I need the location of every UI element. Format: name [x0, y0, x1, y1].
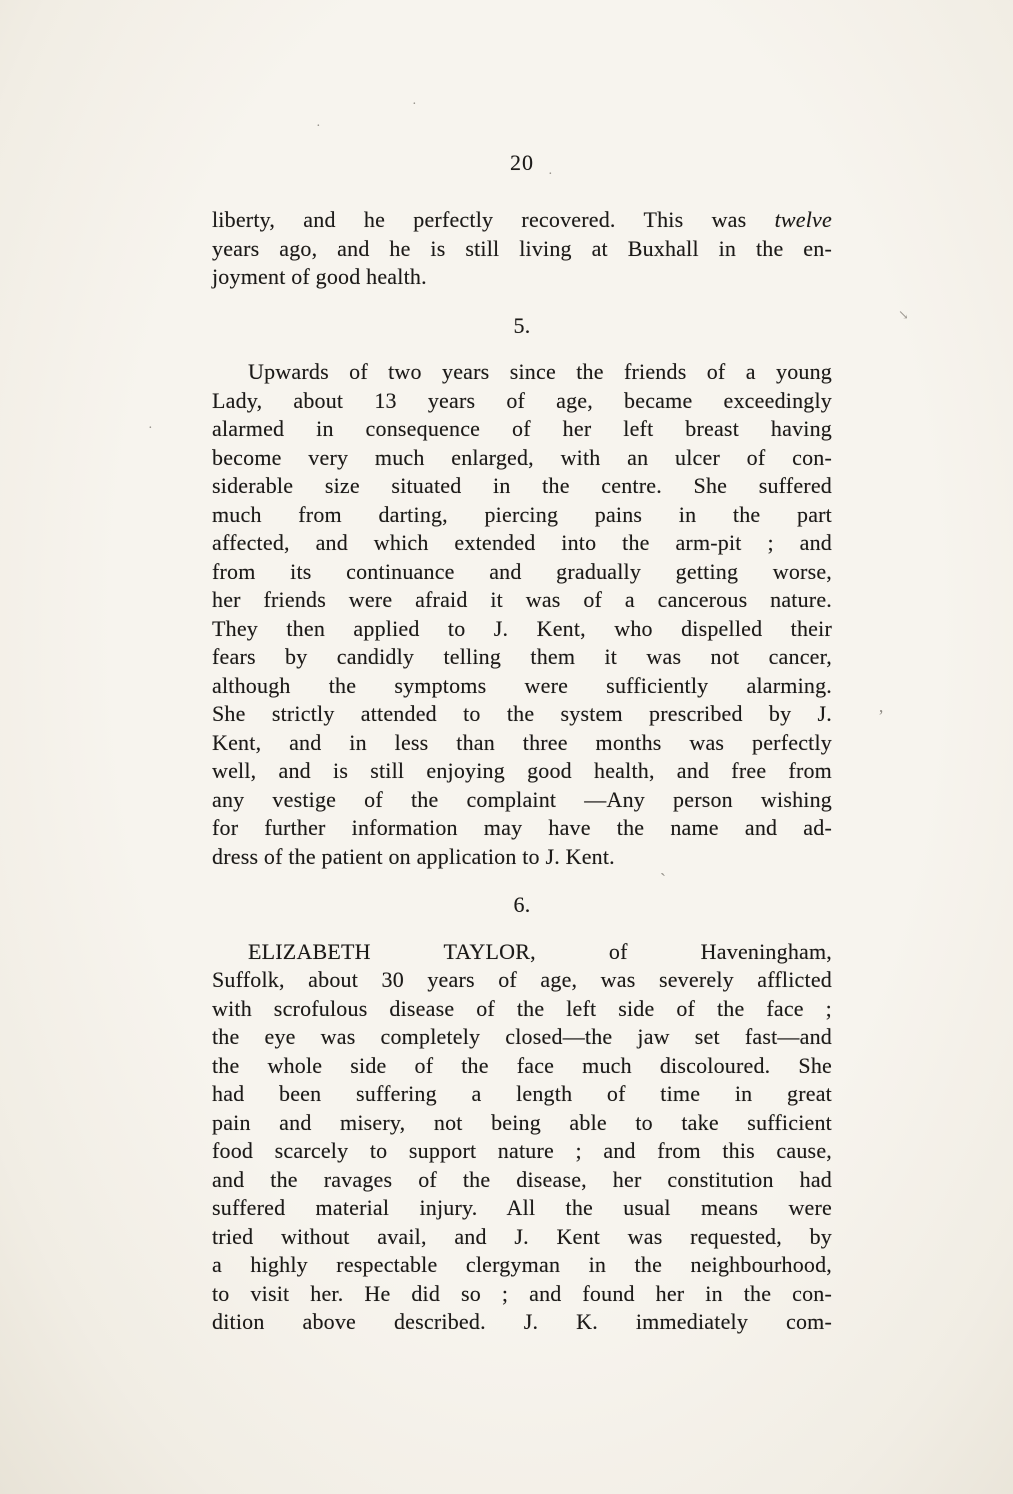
text-line: tried without avail, and J. Kent was requested, by [212, 1223, 832, 1249]
text-line: any vestige of the complaint —Any person wishing [212, 786, 832, 812]
text-line: ELIZABETH TAYLOR, of Haveningham, [248, 938, 832, 964]
text-line: to visit her. He did so ; and found her in the con- [212, 1280, 832, 1306]
text-line: the whole side of the face much discoloured. She [212, 1052, 832, 1078]
scan-artifact [898, 303, 909, 324]
text-line: She strictly attended to the system prescribed by J. [212, 701, 832, 726]
text-line: had been suffering a length of time in great [212, 1081, 832, 1106]
text-line: although the symptoms were sufficiently alarming. [212, 672, 832, 698]
text-line: affected, and which extended into the arm-pit ; and [212, 530, 832, 555]
text-line: joyment of good health. [212, 264, 427, 289]
scan-artifact [316, 114, 321, 135]
text-line: much from darting, piercing pains in the part [212, 501, 832, 527]
text-line: liberty, and he perfectly recovered. This was twelve [212, 207, 832, 232]
text-line: suffered material injury. All the usual means were [212, 1195, 832, 1220]
scan-artifact [148, 416, 153, 437]
section-heading: 5. [513, 312, 531, 338]
text-block [212, 206, 832, 1337]
text-line: with scrofulous disease of the left side of the face ; [212, 995, 832, 1021]
section-heading: 6. [513, 892, 531, 917]
text-line: fears by candidly telling them it was not cancer, [212, 644, 832, 669]
text-line: pain and misery, not being able to take sufficient [212, 1109, 832, 1135]
text-line: dition above described. J. K. immediately com- [212, 1309, 832, 1334]
text-line: Suffolk, about 30 years of age, was severely afflicted [212, 967, 832, 992]
text-line: her friends were afraid it was of a cancerous nature. [212, 587, 832, 612]
paragraph [212, 206, 832, 292]
text-line: dress of the patient on application to J. Kent. [212, 843, 615, 869]
text-line: Lady, about 13 years of age, became exceedingly [212, 387, 832, 413]
text-line: a highly respectable clergyman in the neighbourhood, [212, 1252, 832, 1277]
text-line: Kent, and in less than three months was perfectly [212, 729, 832, 755]
text-line: from its continuance and gradually getting worse, [212, 558, 832, 584]
paragraph [212, 938, 832, 1337]
text-line: for further information may have the name and ad- [212, 815, 832, 840]
text-line: alarmed in consequence of her left breast having [212, 416, 832, 441]
text-line: the eye was completely closed—the jaw set fast—and [212, 1024, 832, 1049]
text-line: years ago, and he is still living at Buxhall in the en- [212, 235, 832, 261]
page-number: 20 [510, 150, 534, 175]
scan-artifact [878, 706, 884, 727]
scan-artifact [412, 92, 417, 113]
text-line: siderable size situated in the centre. She suffered [212, 473, 832, 498]
text-line: well, and is still enjoying good health, and free from [212, 758, 832, 783]
text-line: food scarcely to support nature ; and from this cause, [212, 1138, 832, 1163]
text-line: and the ravages of the disease, her constitution had [212, 1166, 832, 1192]
text-line: They then applied to J. Kent, who dispelled their [212, 615, 832, 641]
text-line: Upwards of two years since the friends of a young [248, 359, 832, 384]
text-line: become very much enlarged, with an ulcer of con- [212, 444, 832, 470]
paragraph [212, 358, 832, 871]
